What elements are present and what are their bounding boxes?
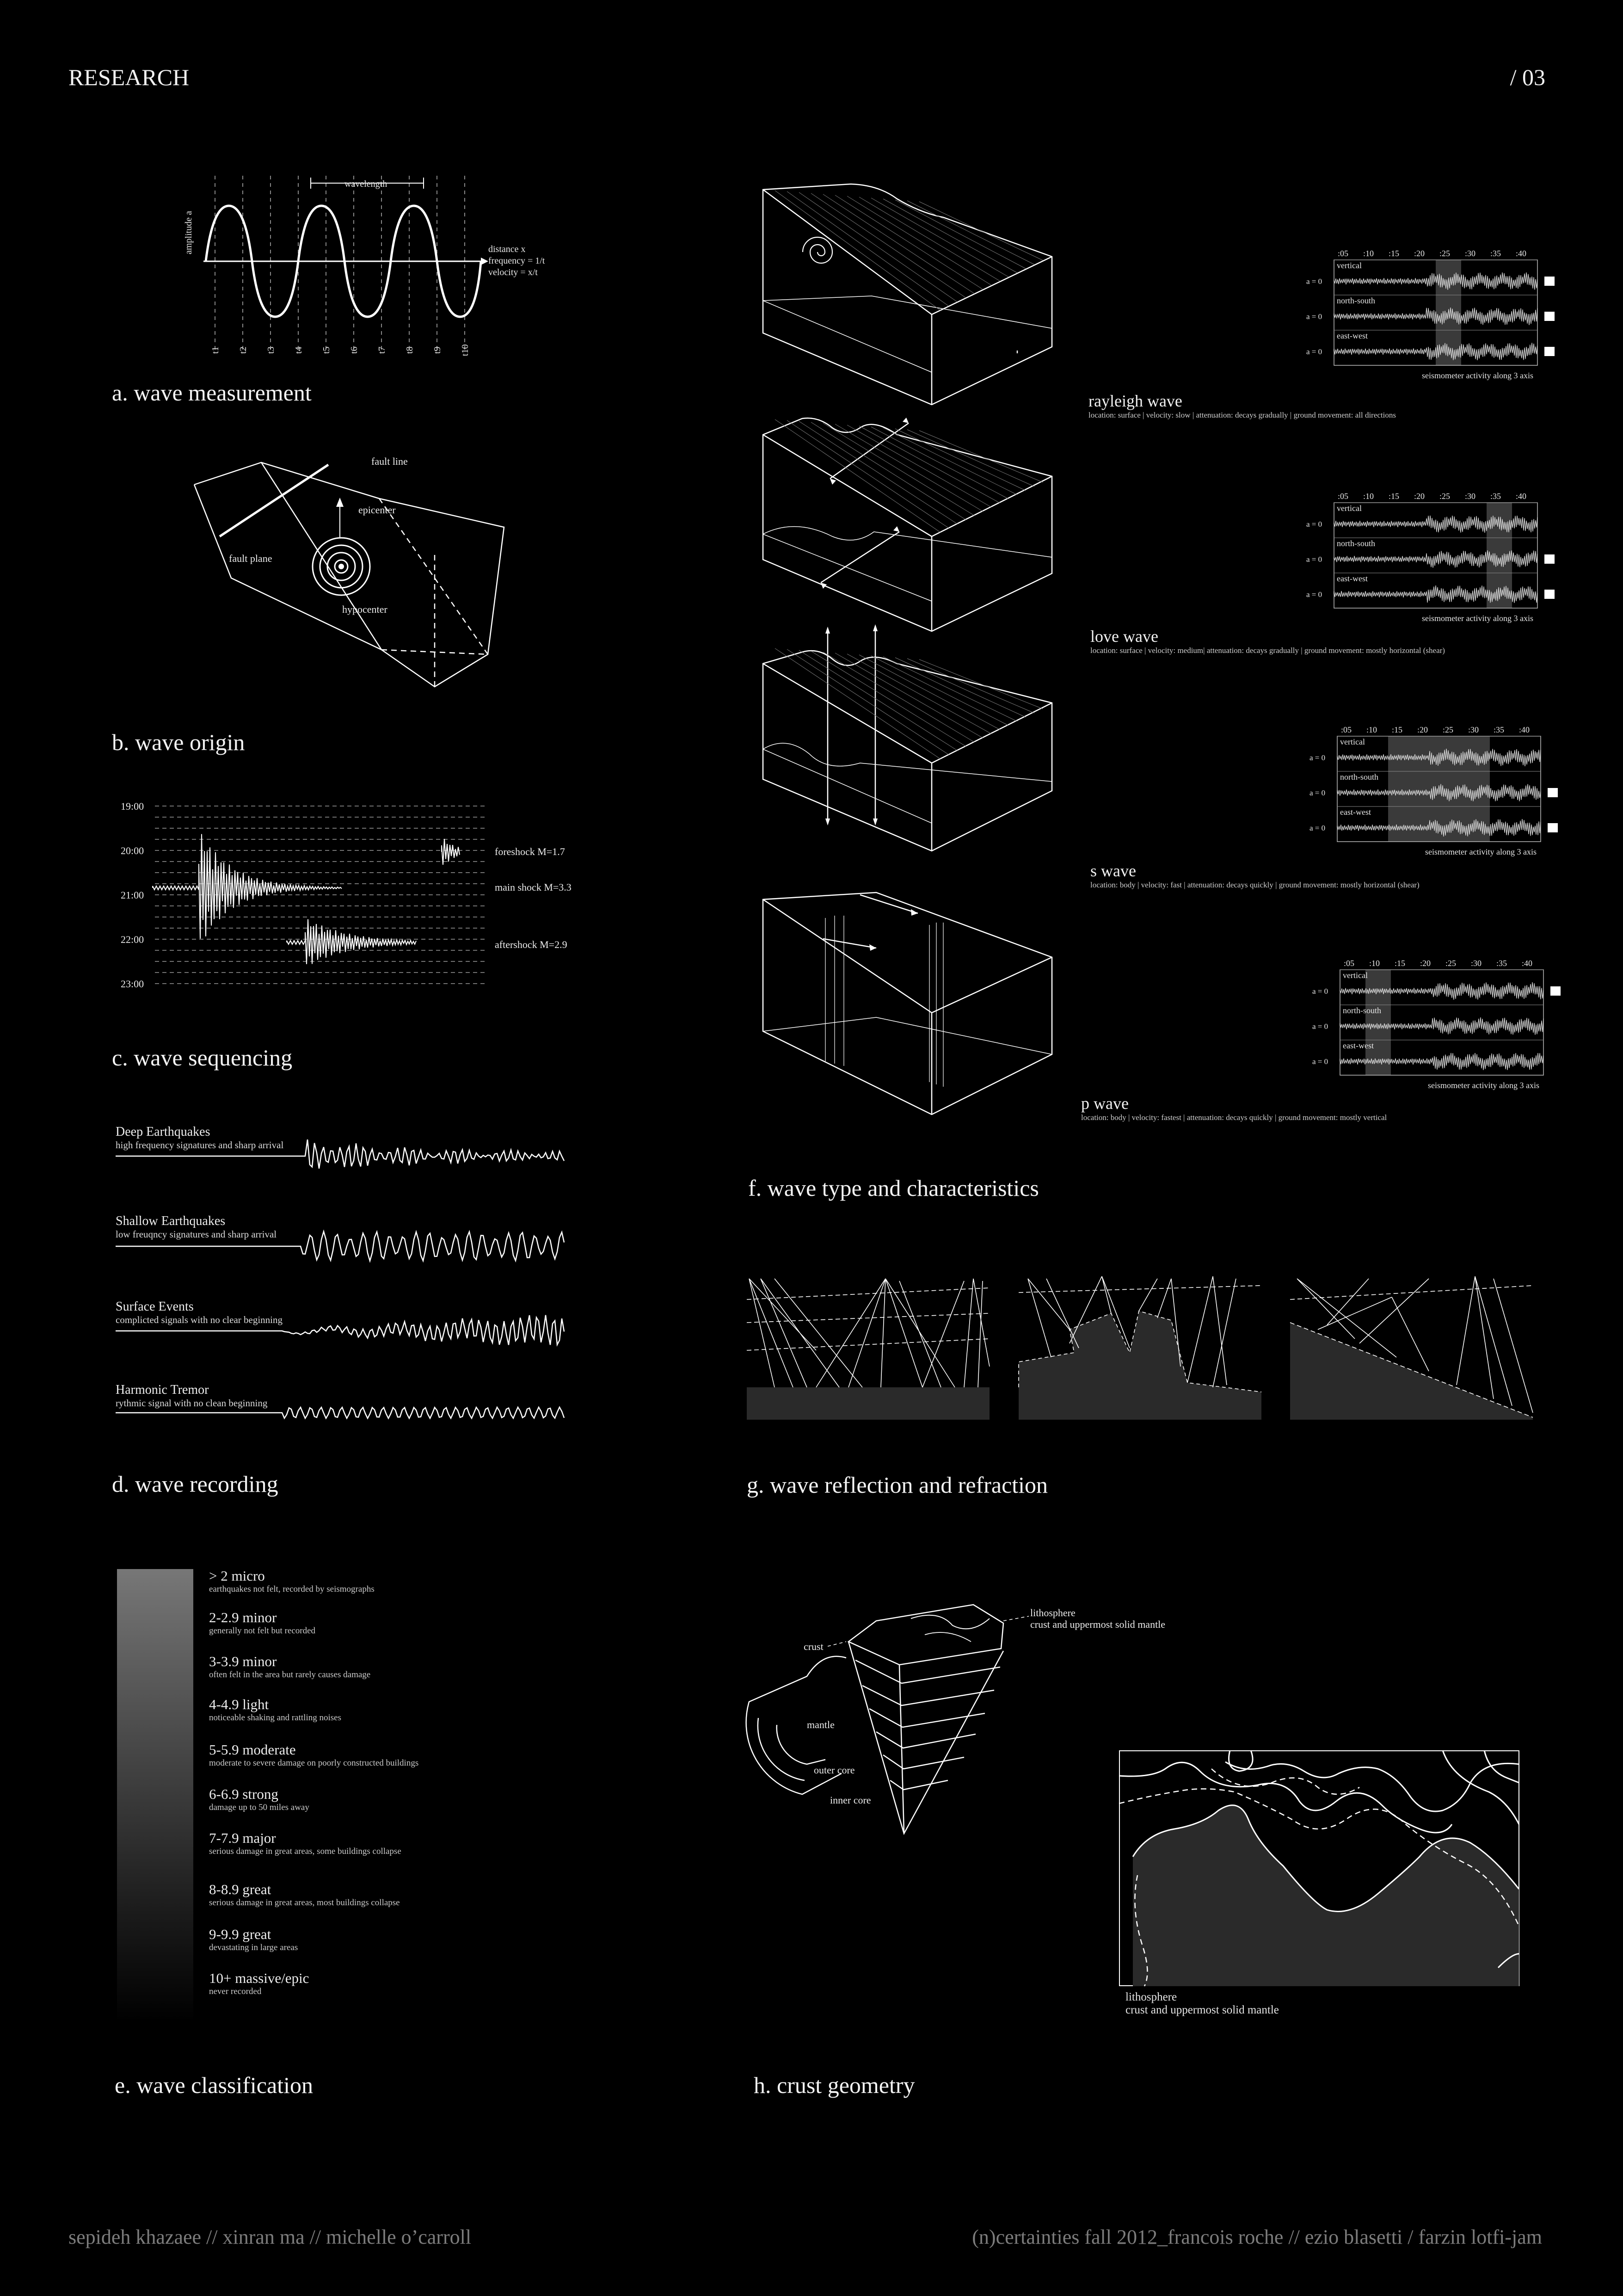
wave-type-desc: location: surface | velocity: medium| attenuation: decays gradually | ground movement: mostly horizontal (shear) (1090, 646, 1445, 655)
channel-label: north-south (1337, 539, 1375, 548)
tick-label: t4 (294, 346, 304, 354)
main-shock-trace (153, 834, 342, 939)
seismo-shade (1388, 736, 1464, 842)
hypocenter-label: hypocenter (342, 603, 387, 615)
wavelength-label: wavelength (344, 179, 387, 189)
class-desc: earthquakes not felt, recorded by seismographs (209, 1584, 375, 1594)
aftershock-trace (287, 919, 416, 964)
seismo-time-label: :20 (1414, 249, 1425, 258)
seismo-time-label: :15 (1389, 492, 1400, 501)
seismometer-panel (1306, 250, 1556, 405)
seismometer-panel (1312, 960, 1562, 1114)
time-label: 19:00 (121, 800, 144, 812)
section-title-h: h. crust geometry (754, 2072, 915, 2098)
seismo-time-label: :20 (1420, 959, 1431, 968)
section-title-b: b. wave origin (112, 729, 245, 755)
seismo-time-label: :20 (1414, 492, 1425, 501)
crust-geometry-map (1119, 1750, 1519, 1986)
section-title-g: g. wave reflection and refraction (747, 1472, 1048, 1498)
epicenter-label: epicenter (358, 504, 396, 516)
map-title: lithosphere (1125, 1991, 1177, 2003)
rayleigh-block (763, 184, 1052, 405)
axis-prefix-label: a = 0 (1306, 520, 1322, 529)
seismo-time-label: :25 (1445, 959, 1457, 968)
tick-label: t10 (460, 344, 470, 356)
p-wave-block (763, 893, 1052, 1114)
fault-plane-label: fault plane (229, 553, 272, 564)
page-number: / 03 (1510, 64, 1545, 90)
seismo-time-label: :10 (1366, 725, 1377, 734)
wave-type-desc: location: surface | velocity: slow | attenuation: decays gradually | ground movement: all directions (1088, 411, 1396, 419)
channel-label: vertical (1337, 261, 1362, 270)
lithosphere-desc: crust and uppermost solid mantle (1030, 1619, 1166, 1630)
tick-label: t8 (405, 346, 415, 354)
axis-prefix-label: a = 0 (1309, 788, 1326, 797)
seismo-time-label: :30 (1465, 492, 1476, 501)
seismo-marker (1548, 823, 1558, 832)
classification-item (209, 1742, 418, 1768)
seismo-time-label: :40 (1516, 249, 1527, 258)
foreshock-trace (442, 839, 460, 865)
class-desc: noticeable shaking and rattling noises (209, 1713, 341, 1723)
harmonic-tremor-trace (116, 1407, 564, 1418)
axis-prefix-label: a = 0 (1306, 590, 1322, 599)
seismo-time-label: :05 (1344, 959, 1355, 968)
axis-prefix-label: a = 0 (1312, 987, 1328, 996)
amplitude-label: amplitude a (184, 211, 194, 254)
recording-title: Surface Events (116, 1299, 194, 1314)
seismo-caption: seismometer activity along 3 axis (1428, 1081, 1539, 1090)
seismo-shade (1365, 970, 1391, 1075)
recording-title: Deep Earthquakes (116, 1125, 210, 1139)
class-desc: devastating in large areas (209, 1943, 298, 1952)
seismo-time-label: :15 (1392, 725, 1403, 734)
seismo-time-label: :30 (1468, 725, 1479, 734)
tick-label: t7 (377, 346, 387, 354)
seismo-marker (1548, 788, 1558, 797)
channel-label: north-south (1337, 296, 1375, 305)
class-name: 7-7.9 major (209, 1830, 276, 1846)
crust-label: crust (804, 1641, 824, 1652)
map-desc: crust and uppermost solid mantle (1125, 2004, 1279, 2016)
seismometer-panel (1309, 726, 1559, 881)
seismo-time-label: :40 (1522, 959, 1533, 968)
classification-item (209, 1609, 315, 1636)
wave-type-name: love wave (1090, 627, 1158, 646)
wave-origin-diagram (185, 444, 509, 703)
class-name: 9-9.9 great (209, 1926, 271, 1942)
class-desc: damage up to 50 miles away (209, 1803, 309, 1812)
class-desc: often felt in the area but rarely causes damage (209, 1670, 371, 1680)
class-name: 4-4.9 light (209, 1696, 269, 1712)
seismo-marker (1544, 554, 1555, 564)
channel-label: vertical (1340, 737, 1365, 746)
aftershock-label: aftershock M=2.9 (495, 939, 567, 950)
seismo-time-label: :15 (1389, 249, 1400, 258)
axis-prefix-label: a = 0 (1306, 277, 1322, 286)
seismo-time-label: :25 (1439, 249, 1451, 258)
seismo-time-label: :15 (1395, 959, 1406, 968)
deep-earthquake-trace (116, 1139, 564, 1169)
channel-label: vertical (1343, 971, 1368, 980)
wave-type-desc: location: body | velocity: fast | attenuation: decays quickly | ground movement: mostly horizontal (shear) (1090, 880, 1420, 889)
axis-prefix-label: a = 0 (1309, 753, 1326, 762)
seismo-time-label: :35 (1496, 959, 1507, 968)
axis-prefix-label: a = 0 (1306, 347, 1322, 356)
classification-item (209, 1881, 400, 1908)
classification-item (209, 1653, 370, 1680)
channel-label: east-west (1340, 807, 1371, 817)
time-label: 22:00 (121, 934, 144, 945)
s-wave-block (763, 631, 1052, 851)
recording-traces (116, 1124, 569, 1438)
class-name: 2-2.9 minor (209, 1609, 277, 1625)
class-name: 6-6.9 strong (209, 1786, 278, 1802)
seismo-marker (1544, 312, 1555, 321)
channel-label: east-west (1337, 331, 1368, 340)
formula-frequency: frequency = 1/t (488, 256, 545, 266)
seismo-time-label: :35 (1494, 725, 1505, 734)
wave-block-drawings (758, 176, 1100, 1128)
main-shock-label: main shock M=3.3 (495, 881, 572, 893)
seismo-time-label: :35 (1490, 249, 1501, 258)
class-name: 3-3.9 minor (209, 1653, 277, 1669)
tick-label: t5 (321, 346, 332, 354)
classification-item (209, 1830, 401, 1857)
channel-label: vertical (1337, 504, 1362, 513)
axis-prefix-label: a = 0 (1312, 1022, 1328, 1031)
tick-label: t3 (266, 346, 276, 354)
wave-type-name: p wave (1081, 1094, 1129, 1113)
class-name: 5-5.9 moderate (209, 1742, 296, 1758)
seismo-time-label: :10 (1369, 959, 1380, 968)
fault-line-label: fault line (371, 456, 408, 467)
wave-type-name: s wave (1090, 862, 1136, 880)
seismo-time-label: :30 (1465, 249, 1476, 258)
love-block (763, 418, 1052, 631)
seismo-time-label: :25 (1439, 492, 1451, 501)
axis-prefix-label: a = 0 (1306, 555, 1322, 564)
seismo-marker (1550, 986, 1561, 996)
seismo-caption: seismometer activity along 3 axis (1425, 847, 1537, 856)
classification-item (209, 1970, 309, 1997)
channel-label: north-south (1343, 1006, 1381, 1015)
axis-prefix-label: a = 0 (1309, 824, 1326, 832)
seismo-time-label: :20 (1417, 725, 1428, 734)
footer-course: (n)certainties fall 2012_francois roche // ezio blasetti / farzin lotfi-jam (972, 2226, 1542, 2248)
seismo-time-label: :10 (1363, 249, 1374, 258)
seismometer-panel (1306, 492, 1556, 647)
seismo-time-label: :35 (1490, 492, 1501, 501)
wave-sequencing-diagram (118, 798, 608, 1001)
class-desc: serious damage in great areas, most buildings collapse (209, 1898, 400, 1908)
tick-label: t6 (349, 346, 359, 354)
footer-authors: sepideh khazaee // xinran ma // michelle o’carroll (68, 2226, 472, 2248)
seismo-time-label: :10 (1363, 492, 1374, 501)
recording-subtitle: low freuqncy signatures and sharp arrival (116, 1229, 277, 1240)
seismo-time-label: :40 (1516, 492, 1527, 501)
classification-item (209, 1926, 298, 1953)
tick-label: t9 (432, 346, 443, 354)
class-desc: serious damage in great areas, some buildings collapse (209, 1847, 401, 1856)
recording-title: Shallow Earthquakes (116, 1214, 226, 1228)
page-header-title: RESEARCH (68, 64, 190, 90)
channel-label: east-west (1343, 1041, 1374, 1050)
seismo-time-label: :30 (1471, 959, 1482, 968)
seismo-time-label: :05 (1341, 725, 1352, 734)
time-label: 23:00 (121, 978, 144, 990)
refraction-panel (1019, 1276, 1261, 1420)
seismo-time-label: :05 (1338, 492, 1349, 501)
section-title-d: d. wave recording (112, 1471, 278, 1497)
tick-label: t1 (210, 346, 221, 354)
outer-core-label: outer core (814, 1764, 855, 1776)
time-label: 21:00 (121, 889, 144, 901)
channel-label: east-west (1337, 574, 1368, 583)
inner-core-label: inner core (830, 1794, 871, 1806)
class-name: 8-8.9 great (209, 1881, 271, 1897)
class-desc: moderate to severe damage on poorly constructed buildings (209, 1758, 419, 1768)
mantle-label: mantle (807, 1719, 835, 1730)
classification-item (209, 1786, 309, 1813)
section-title-f: f. wave type and characteristics (748, 1175, 1039, 1201)
wave-type-desc: location: body | velocity: fastest | attenuation: decays quickly | ground movement: mostly vertical (1081, 1113, 1387, 1122)
formula-velocity: velocity = x/t (488, 267, 538, 277)
reflection-refraction-diagrams (747, 1274, 1542, 1427)
axis-prefix-label: a = 0 (1312, 1057, 1328, 1066)
recording-subtitle: high frequency signatures and sharp arrival (116, 1139, 284, 1151)
classification-item (209, 1568, 375, 1594)
recording-title: Harmonic Tremor (116, 1383, 209, 1397)
reflection-panel (747, 1279, 990, 1420)
channel-label: north-south (1340, 772, 1378, 782)
classification-item (209, 1696, 341, 1723)
lithosphere-label: lithosphere (1030, 1607, 1076, 1619)
refraction-slope-panel (1290, 1276, 1533, 1420)
magnitude-gradient-bar (117, 1569, 193, 2022)
seismo-marker (1544, 277, 1555, 286)
seismo-time-label: :25 (1443, 725, 1454, 734)
tick-label: t2 (238, 346, 248, 354)
time-label: 20:00 (121, 845, 144, 856)
recording-subtitle: rythmic signal with no clean beginning (116, 1397, 268, 1409)
surface-event-trace (116, 1315, 564, 1345)
wave-type-name: rayleigh wave (1088, 392, 1182, 410)
formula-distance: distance x (488, 244, 526, 254)
shallow-earthquake-trace (116, 1231, 564, 1261)
class-name: 10+ massive/epic (209, 1970, 309, 1986)
class-name: > 2 micro (209, 1568, 265, 1584)
foreshock-label: foreshock M=1.7 (495, 846, 565, 857)
axis-prefix-label: a = 0 (1306, 312, 1322, 321)
seismo-marker (1544, 590, 1555, 599)
seismo-caption: seismometer activity along 3 axis (1422, 371, 1533, 380)
seismo-time-label: :40 (1519, 725, 1530, 734)
seismo-marker (1544, 347, 1555, 356)
wave-measurement-diagram (176, 166, 592, 370)
seismo-time-label: :05 (1338, 249, 1349, 258)
recording-subtitle: complicted signals with no clear beginning (116, 1314, 283, 1325)
section-title-c: c. wave sequencing (112, 1045, 293, 1071)
section-title-a: a. wave measurement (112, 380, 312, 406)
seismo-caption: seismometer activity along 3 axis (1422, 614, 1533, 623)
class-desc: never recorded (209, 1987, 262, 1996)
class-desc: generally not felt but recorded (209, 1626, 316, 1636)
section-title-e: e. wave classification (115, 2072, 313, 2098)
